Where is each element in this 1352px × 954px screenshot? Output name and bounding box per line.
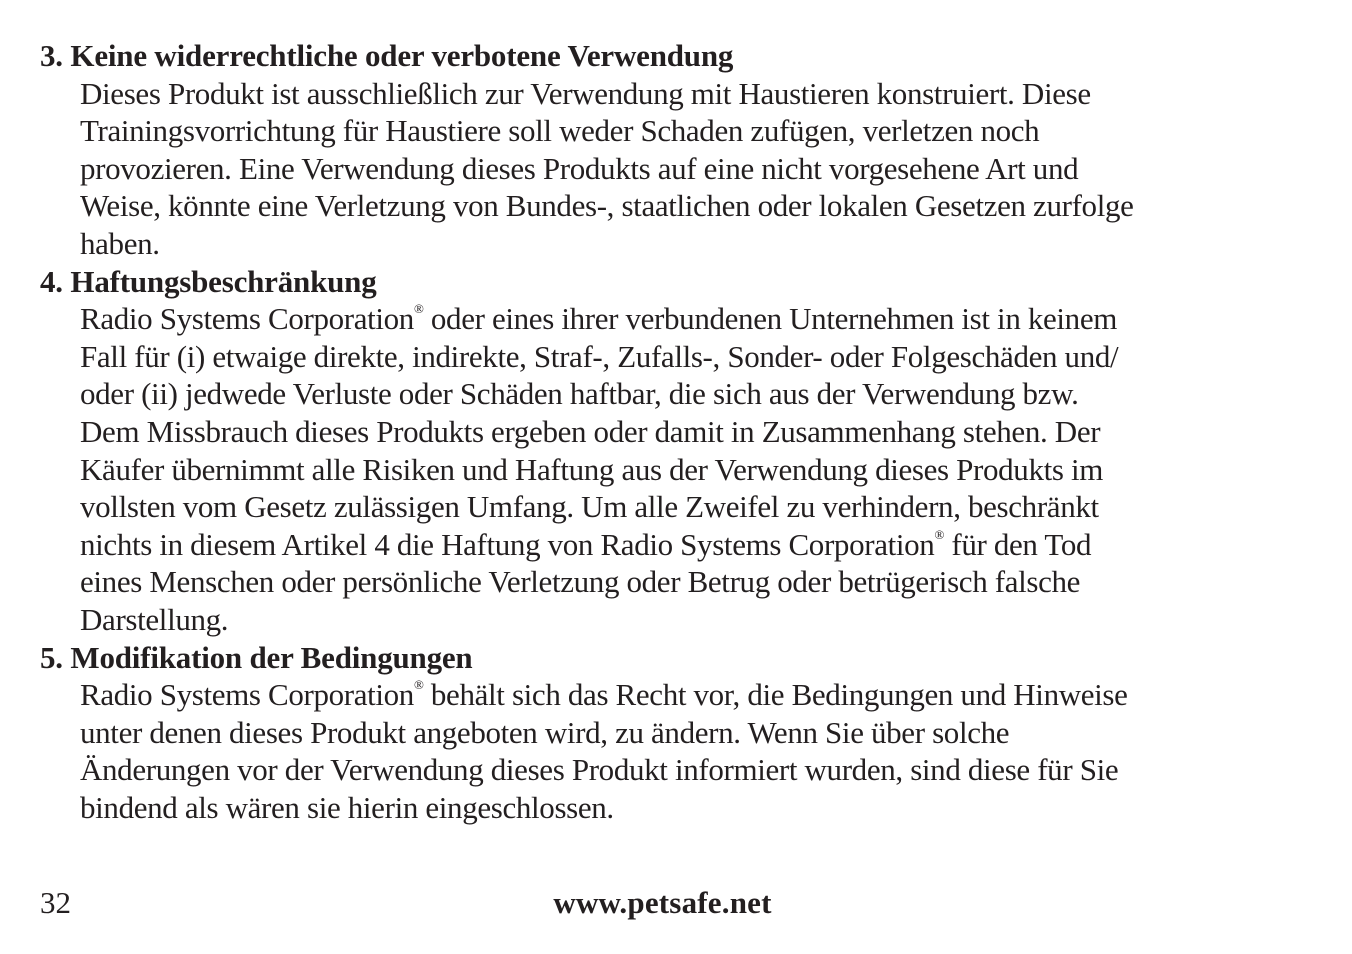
text-fragment: Radio Systems Corporation xyxy=(80,301,414,337)
text-line: provozieren. Eine Verwendung dieses Produkts auf eine nicht vorgesehene Art und xyxy=(80,150,1079,186)
text-line: haben. xyxy=(80,225,160,261)
section-5 xyxy=(40,639,1315,827)
section-3-body xyxy=(80,75,1315,263)
registered-mark: ® xyxy=(413,677,424,693)
document-body xyxy=(40,37,1315,826)
section-3-title: 3. Keine widerrechtliche oder verbotene Verwendung xyxy=(40,38,734,73)
text-line: unter denen dieses Produkt angeboten wird, zu ändern. Wenn Sie über solche xyxy=(80,714,1010,750)
page-number: 32 xyxy=(40,885,71,920)
text-fragment: behält sich das Recht vor, die Bedingungen und Hinweise xyxy=(423,677,1128,713)
text-line: vollsten vom Gesetz zulässigen Umfang. Um alle Zweifel zu verhindern, beschränkt xyxy=(80,489,1099,525)
section-5-title: 5. Modifikation der Bedingungen xyxy=(40,639,473,675)
registered-mark: ® xyxy=(934,526,944,542)
section-4-title: 4. Haftungsbeschränkung xyxy=(40,263,377,299)
text-line: Käufer übernimmt alle Risiken und Haftung aus der Verwendung dieses Produkts im xyxy=(80,451,1103,487)
text-line: eines Menschen oder persönliche Verletzung oder Betrug oder betrügerisch falsche xyxy=(80,564,1081,600)
text-fragment: oder eines ihrer verbundenen Unternehmen ist in keinem xyxy=(423,301,1118,337)
text-line xyxy=(80,300,1315,338)
text-line: Trainingsvorrichtung für Haustiere soll weder Schaden zufügen, verletzen noch xyxy=(80,113,1040,149)
section-3 xyxy=(40,37,1315,263)
text-fragment: Radio Systems Corporation xyxy=(80,677,414,713)
text-line xyxy=(80,676,1315,714)
text-line: Darstellung. xyxy=(80,601,229,637)
text-fragment: nichts in diesem Artikel 4 die Haftung von Radio Systems Corporation xyxy=(80,526,935,562)
text-line: bindend als wären sie hierin eingeschlossen. xyxy=(80,789,614,825)
section-4 xyxy=(40,263,1315,639)
text-line xyxy=(80,526,1315,564)
section-4-body xyxy=(80,300,1315,638)
footer-url: www.petsafe.net xyxy=(553,885,772,920)
registered-mark: ® xyxy=(413,301,424,317)
text-line: Änderungen vor der Verwendung dieses Produkt informiert wurden, sind diese für Sie xyxy=(80,752,1119,788)
text-line: Weise, könnte eine Verletzung von Bundes-, staatlichen oder lokalen Gesetzen zurfolge xyxy=(80,188,1134,224)
section-5-body xyxy=(80,676,1315,826)
text-line: Dieses Produkt ist ausschließlich zur Verwendung mit Haustieren konstruiert. Diese xyxy=(80,75,1091,111)
text-line: oder (ii) jedwede Verluste oder Schäden haftbar, die sich aus der Verwendung bzw. xyxy=(80,376,1079,412)
text-line: Fall für (i) etwaige direkte, indirekte, Straf-, Zufalls-, Sonder- oder Folgeschäden und/ xyxy=(80,338,1119,374)
text-fragment: für den Tod xyxy=(943,526,1092,562)
text-line: Dem Missbrauch dieses Produkts ergeben oder damit in Zusammenhang stehen. Der xyxy=(80,413,1101,449)
